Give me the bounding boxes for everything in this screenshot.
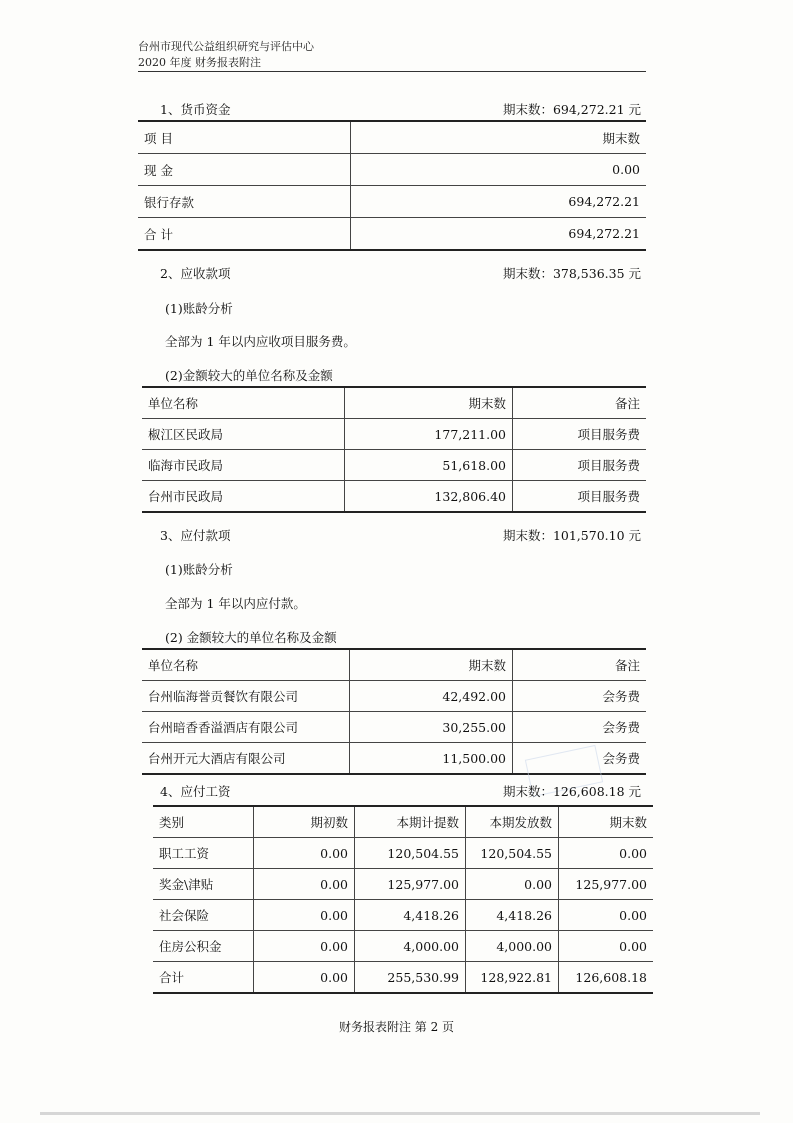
row-label: 奖金\津贴: [153, 869, 254, 900]
row-value: 30,255.00: [350, 712, 513, 743]
row-opening: 0.00: [254, 962, 355, 994]
header-rule: [138, 71, 646, 72]
section-3-amount: 期末数：101,570.10 元: [502, 528, 641, 543]
row-paid: 128,922.81: [466, 962, 559, 994]
section-3-title: 3、应付款项: [160, 528, 231, 543]
row-note: 项目服务费: [513, 419, 647, 450]
row-note: 会务费: [513, 681, 647, 712]
table-row: [138, 218, 646, 251]
section-2-amount: 期末数：378,536.35 元: [502, 266, 641, 281]
row-opening: 0.00: [254, 838, 355, 869]
row-value: 11,500.00: [350, 743, 513, 775]
table-header-row: [142, 387, 646, 419]
col-header-opening: 期初数: [254, 806, 355, 838]
report-year-title: 2020 年度 财务报表附注: [138, 56, 261, 69]
row-ending: 125,977.00: [559, 869, 654, 900]
table-row: [153, 869, 653, 900]
table-row: [142, 712, 646, 743]
col-header-note: 备注: [513, 649, 647, 681]
section-3-sub2: (2) 金额较大的单位名称及金额: [165, 630, 337, 645]
row-accrued: 255,530.99: [355, 962, 466, 994]
row-label: 椒江区民政局: [142, 419, 345, 450]
row-paid: 4,418.26: [466, 900, 559, 931]
row-ending: 0.00: [559, 838, 654, 869]
row-note: 项目服务费: [513, 481, 647, 513]
col-header-category: 类别: [159, 815, 185, 830]
page-footer: 财务报表附注 第 2 页: [338, 1020, 455, 1034]
row-label: 现 金: [138, 154, 351, 186]
section-2-sub1: (1)账龄分析: [165, 301, 233, 316]
table-row: [142, 450, 646, 481]
row-label: 台州开元大酒店有限公司: [142, 743, 350, 775]
row-label: 职工工资: [153, 838, 254, 869]
row-value: 694,272.21: [351, 186, 647, 218]
section-1-title: 1、货币资金: [160, 102, 231, 117]
table-row: [153, 962, 653, 994]
section-1-amount: 期末数：694,272.21 元: [502, 102, 641, 117]
row-note: 会务费: [513, 712, 647, 743]
section-4-title: 4、应付工资: [160, 784, 231, 799]
table-row: [138, 154, 646, 186]
table-header-row: [138, 121, 646, 154]
row-ending: 126,608.18: [559, 962, 654, 994]
row-note: 项目服务费: [513, 450, 647, 481]
row-accrued: 120,504.55: [355, 838, 466, 869]
table-row: [142, 481, 646, 513]
table-row: [153, 838, 653, 869]
col-header-unit: 单位名称: [148, 396, 199, 411]
col-header-paid: 本期发放数: [466, 806, 559, 838]
col-header-item: 项 目: [138, 121, 351, 154]
row-label: 台州临海誉贡餐饮有限公司: [142, 681, 350, 712]
table-header-row: [153, 806, 653, 838]
col-header-ending: 期末数: [602, 130, 640, 146]
row-label: 社会保险: [153, 900, 254, 931]
col-header-note: 备注: [513, 387, 647, 419]
row-value: 42,492.00: [350, 681, 513, 712]
row-note: 会务费: [513, 743, 647, 775]
table-row: [153, 900, 653, 931]
section-2-sub2: (2)金额较大的单位名称及金额: [165, 368, 333, 383]
row-label: 合计: [153, 962, 254, 994]
table-row: [142, 419, 646, 450]
row-paid: 4,000.00: [466, 931, 559, 962]
wages-payable-table: [153, 805, 653, 994]
row-opening: 0.00: [254, 900, 355, 931]
row-value: 694,272.21: [351, 218, 647, 251]
row-value: 0.00: [351, 154, 647, 186]
section-2-title: 2、应收款项: [160, 266, 231, 281]
row-value: 132,806.40: [345, 481, 513, 513]
col-header-ending: 期末数: [559, 806, 654, 838]
row-value: 51,618.00: [345, 450, 513, 481]
row-ending: 0.00: [559, 931, 654, 962]
row-label: 台州市民政局: [142, 481, 345, 513]
table-row: [153, 931, 653, 962]
row-value: 177,211.00: [345, 419, 513, 450]
section-4-amount: 期末数：126,608.18 元: [502, 784, 641, 799]
col-header-ending: 期末数: [350, 649, 513, 681]
table-header-row: [142, 649, 646, 681]
section-2-text: 全部为 1 年以内应收项目服务费。: [165, 334, 356, 349]
section-3-text: 全部为 1 年以内应付款。: [165, 596, 306, 611]
row-label: 合 计: [138, 218, 351, 251]
table-row: [138, 186, 646, 218]
org-name: 台州市现代公益组织研究与评估中心: [138, 40, 314, 53]
row-ending: 0.00: [559, 900, 654, 931]
receivables-table: [142, 386, 646, 513]
row-accrued: 4,418.26: [355, 900, 466, 931]
col-header-accrued: 本期计提数: [355, 806, 466, 838]
scan-edge-line: [40, 1112, 760, 1115]
table-row: [142, 681, 646, 712]
row-opening: 0.00: [254, 869, 355, 900]
section-3-sub1: (1)账龄分析: [165, 562, 233, 577]
row-paid: 120,504.55: [466, 838, 559, 869]
row-label: 临海市民政局: [142, 450, 345, 481]
row-label: 住房公积金: [153, 931, 254, 962]
col-header-ending: 期末数: [345, 387, 513, 419]
row-opening: 0.00: [254, 931, 355, 962]
row-paid: 0.00: [466, 869, 559, 900]
row-label: 银行存款: [138, 186, 351, 218]
row-label: 台州暗香香溢酒店有限公司: [142, 712, 350, 743]
row-accrued: 4,000.00: [355, 931, 466, 962]
row-accrued: 125,977.00: [355, 869, 466, 900]
col-header-unit: 单位名称: [148, 658, 199, 673]
cash-table: [138, 120, 646, 251]
